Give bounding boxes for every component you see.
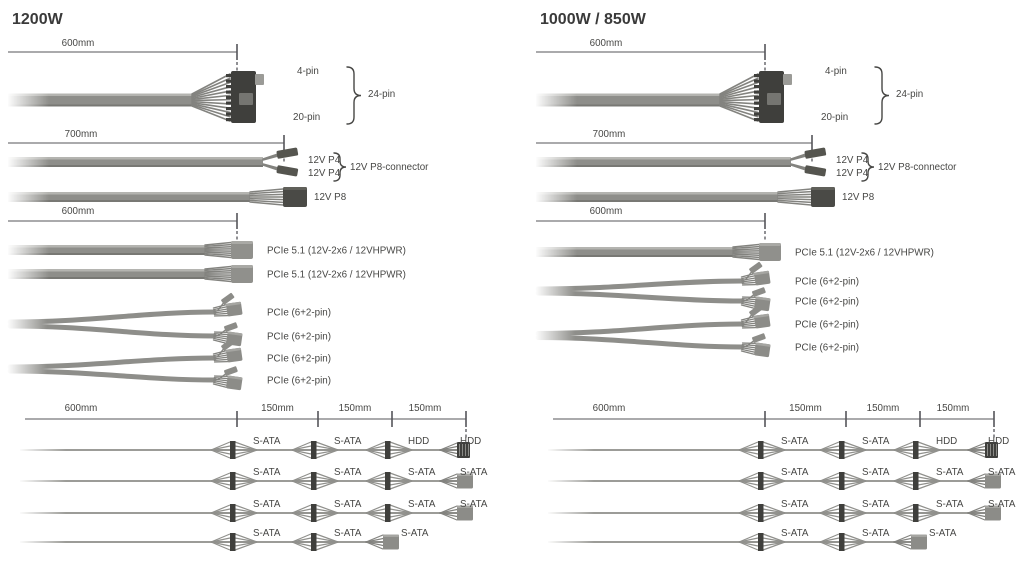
wire-strand: [205, 276, 231, 277]
connector-highlight: [811, 187, 835, 190]
connector-label: S-ATA: [988, 499, 1016, 510]
pcie-6plus2-connector: [213, 363, 244, 390]
length-label: 600mm: [589, 38, 623, 49]
cable-fade: [7, 93, 49, 108]
connector-highlight: [231, 265, 253, 268]
pcie-2pin-rect: [224, 322, 238, 332]
atx-4pin-tab: [783, 74, 792, 85]
connector-tooth: [226, 118, 232, 121]
peripheral-cable-row: [546, 467, 1016, 490]
wire-strand: [205, 247, 231, 248]
pcie-6plus2-label: PCIe (6+2-pin): [267, 331, 331, 343]
length-label: 600mm: [61, 206, 95, 217]
sata-inline-connector: [913, 441, 919, 459]
sata-inline-connector: [311, 504, 317, 522]
wire-strand: [192, 100, 230, 101]
sata-inline-connector: [385, 441, 391, 459]
connector-label: HDD: [408, 436, 430, 447]
sata-inline-connector: [311, 441, 317, 459]
connector-label: S-ATA: [862, 499, 890, 510]
cable-fade: [535, 285, 575, 297]
connector-label: S-ATA: [253, 528, 281, 539]
cable-fade: [535, 191, 577, 203]
sata-inline-connector: [758, 533, 764, 551]
cpu-4pin-connector: [276, 165, 298, 177]
cpu-4pin-connector: [804, 147, 826, 159]
cable-fade: [18, 479, 66, 484]
connector-tooth: [226, 102, 232, 105]
p4-label: 12V P4: [836, 155, 869, 166]
pcie-2pin-block: [752, 333, 766, 343]
pcie-2pin-block: [224, 322, 238, 332]
cable-fade: [535, 93, 577, 108]
pcie-6plus2-connector: [740, 260, 771, 287]
pcie-2pin-rect: [224, 366, 238, 376]
connector-label: S-ATA: [862, 528, 890, 539]
pcie-2pin-block: [752, 287, 766, 297]
pin20-label: 20-pin: [293, 112, 321, 123]
length-label: 600mm: [592, 403, 626, 414]
pcie-6plus2-connector: [212, 291, 243, 318]
sata-inline-connector: [913, 504, 919, 522]
peripheral-cable-section: [546, 403, 1016, 551]
connector-label: S-ATA: [408, 467, 436, 478]
brace-icon: [347, 67, 361, 124]
length-label: 700mm: [592, 129, 626, 140]
cable-fade: [535, 156, 577, 168]
sata-inline-connector: [913, 472, 919, 490]
cable-fade: [18, 540, 66, 545]
connector-label: S-ATA: [862, 467, 890, 478]
connector-tooth: [226, 107, 232, 110]
connector-label: S-ATA: [936, 467, 964, 478]
connector-label: S-ATA: [334, 467, 362, 478]
pcie-6plus2-label: PCIe (6+2-pin): [795, 276, 859, 288]
sata-inline-connector: [230, 533, 236, 551]
sata-inline-connector: [311, 472, 317, 490]
connector-tooth: [226, 74, 232, 77]
pcie-6plus2-label: PCIe (6+2-pin): [267, 353, 331, 365]
connector-label: S-ATA: [781, 499, 809, 510]
pin4-label: 4-pin: [297, 66, 319, 77]
peripheral-cable-row: [18, 528, 429, 551]
atx-latch: [239, 93, 253, 105]
cable-fade: [7, 244, 49, 256]
connector-label: S-ATA: [253, 467, 281, 478]
peripheral-cable-row: [18, 467, 488, 490]
connector-label: HDD: [460, 436, 482, 447]
connector-label: HDD: [936, 436, 958, 447]
sata-inline-connector: [230, 441, 236, 459]
pcie-2pin-rect: [752, 333, 766, 343]
connector-label: S-ATA: [936, 499, 964, 510]
atx-cable-section: [535, 38, 923, 124]
cable-fade: [546, 540, 594, 545]
pcie-gen5-label: PCIe 5.1 (12V-2x6 / 12VHPWR): [267, 269, 406, 281]
cpu-4pin-connector: [276, 147, 298, 159]
connector-tooth: [754, 118, 760, 121]
connector-label: S-ATA: [862, 436, 890, 447]
sata-inline-connector: [758, 472, 764, 490]
length-label: 150mm: [338, 403, 372, 414]
peripheral-cable-row: [546, 499, 1016, 522]
p8-group-label: 12V P8-connector: [878, 162, 957, 173]
p4-label: 12V P4: [836, 168, 869, 179]
pin24-label: 24-pin: [368, 89, 396, 100]
peripheral-cable-row: [546, 436, 1009, 459]
brace-icon: [875, 67, 889, 124]
connector-tooth: [754, 96, 760, 99]
cpu-4pin-body: [276, 165, 298, 177]
length-label: 150mm: [261, 403, 294, 414]
connector-tooth: [226, 80, 232, 83]
connector-highlight: [383, 535, 399, 538]
cable-fade: [535, 246, 577, 258]
cable-fade: [7, 268, 49, 280]
connector-tooth: [226, 85, 232, 88]
connector-tooth: [754, 80, 760, 83]
connector-label: S-ATA: [929, 528, 957, 539]
pcie-6plus2-label: PCIe (6+2-pin): [267, 375, 331, 387]
pcie-cable-section: [7, 206, 406, 390]
sata-inline-connector: [758, 504, 764, 522]
sata-inline-connector: [839, 533, 845, 551]
pin24-label: 24-pin: [896, 89, 924, 100]
cpu-cable-section: [7, 129, 429, 207]
pcie-6plus2-label: PCIe (6+2-pin): [267, 307, 331, 319]
length-label: 700mm: [64, 129, 98, 140]
cable-fade: [7, 156, 49, 168]
connector-label: S-ATA: [781, 467, 809, 478]
connector-label: S-ATA: [334, 499, 362, 510]
connector-label: S-ATA: [460, 467, 488, 478]
connector-highlight: [283, 187, 307, 190]
peripheral-cable-row: [18, 499, 488, 522]
connector-highlight: [911, 535, 927, 538]
pin4-label: 4-pin: [825, 66, 847, 77]
pcie-6plus2-label: PCIe (6+2-pin): [795, 296, 859, 308]
cable-fade: [546, 511, 594, 516]
wire-strand: [205, 252, 231, 253]
atx-4pin-tab: [255, 74, 264, 85]
wire-strand: [733, 249, 759, 250]
sata-inline-connector: [385, 472, 391, 490]
sata-inline-connector: [839, 504, 845, 522]
sata-inline-connector: [839, 472, 845, 490]
length-label: 150mm: [408, 403, 442, 414]
connector-label: S-ATA: [253, 499, 281, 510]
pcie-gen5-label: PCIe 5.1 (12V-2x6 / 12VHPWR): [267, 245, 406, 257]
panel-1000w-850w: [528, 0, 1024, 570]
wire-strand: [778, 194, 811, 195]
connector-label: HDD: [988, 436, 1010, 447]
pin20-label: 20-pin: [821, 112, 849, 123]
cable-fade: [546, 479, 594, 484]
connector-tooth: [226, 91, 232, 94]
sata-inline-connector: [758, 441, 764, 459]
sata-inline-connector: [230, 472, 236, 490]
pcie-cable-section: [535, 206, 934, 357]
wire-strand: [778, 199, 811, 200]
cable-fade: [18, 511, 66, 516]
atx-latch: [767, 93, 781, 105]
connector-tooth: [754, 113, 760, 116]
p4-label: 12V P4: [308, 155, 341, 166]
p4-label: 12V P4: [308, 168, 341, 179]
connector-highlight: [231, 241, 253, 244]
wire-strand: [250, 199, 283, 200]
connector-label: S-ATA: [334, 528, 362, 539]
connector-label: S-ATA: [460, 499, 488, 510]
connector-tooth: [754, 74, 760, 77]
pcie-gen5-label: PCIe 5.1 (12V-2x6 / 12VHPWR): [795, 247, 934, 259]
wire-strand: [733, 254, 759, 255]
cpu-cable-section: [535, 129, 957, 207]
peripheral-cable-row: [546, 528, 957, 551]
panel-title: 1200W: [12, 11, 63, 28]
length-label: 600mm: [61, 38, 95, 49]
pcie-6plus2-label: PCIe (6+2-pin): [795, 319, 859, 331]
connector-tooth: [754, 107, 760, 110]
connector-tooth: [754, 85, 760, 88]
wire-strand: [720, 100, 758, 101]
sata-inline-connector: [311, 533, 317, 551]
p8-group-label: 12V P8-connector: [350, 162, 429, 173]
cable-fade: [7, 363, 47, 375]
wire-strand: [205, 271, 231, 272]
cable-fade: [7, 318, 47, 330]
cable-fade: [546, 448, 594, 453]
connector-highlight: [759, 243, 781, 246]
pcie-2pin-rect: [752, 287, 766, 297]
cpu-4pin-body: [804, 165, 826, 177]
connector-label: S-ATA: [401, 528, 429, 539]
length-label: 150mm: [866, 403, 900, 414]
cable-fade: [7, 191, 49, 203]
connector-label: S-ATA: [334, 436, 362, 447]
cable-fade: [535, 330, 575, 342]
p8-label: 12V P8: [842, 192, 875, 203]
sata-inline-connector: [839, 441, 845, 459]
pcie-2pin-block: [224, 366, 238, 376]
connector-label: S-ATA: [781, 436, 809, 447]
length-label: 600mm: [64, 403, 98, 414]
sata-inline-connector: [385, 504, 391, 522]
peripheral-cable-row: [18, 436, 481, 459]
cpu-4pin-body: [276, 147, 298, 159]
connector-tooth: [754, 91, 760, 94]
peripheral-cable-section: [18, 403, 488, 551]
cpu-4pin-connector: [804, 165, 826, 177]
cpu-4pin-body: [804, 147, 826, 159]
connector-tooth: [226, 113, 232, 116]
connector-label: S-ATA: [988, 467, 1016, 478]
cable-fade: [18, 448, 66, 453]
connector-tooth: [226, 96, 232, 99]
sata-inline-connector: [230, 504, 236, 522]
wire-strand: [250, 194, 283, 195]
atx-cable-section: [7, 38, 395, 124]
connector-label: S-ATA: [781, 528, 809, 539]
p8-label: 12V P8: [314, 192, 347, 203]
panel-title: 1000W / 850W: [540, 11, 646, 28]
connector-label: S-ATA: [253, 436, 281, 447]
length-label: 150mm: [936, 403, 970, 414]
connector-label: S-ATA: [408, 499, 436, 510]
connector-tooth: [754, 102, 760, 105]
length-label: 150mm: [789, 403, 822, 414]
length-label: 600mm: [589, 206, 623, 217]
pcie-6plus2-connector: [741, 330, 772, 357]
pcie-6plus2-label: PCIe (6+2-pin): [795, 342, 859, 354]
